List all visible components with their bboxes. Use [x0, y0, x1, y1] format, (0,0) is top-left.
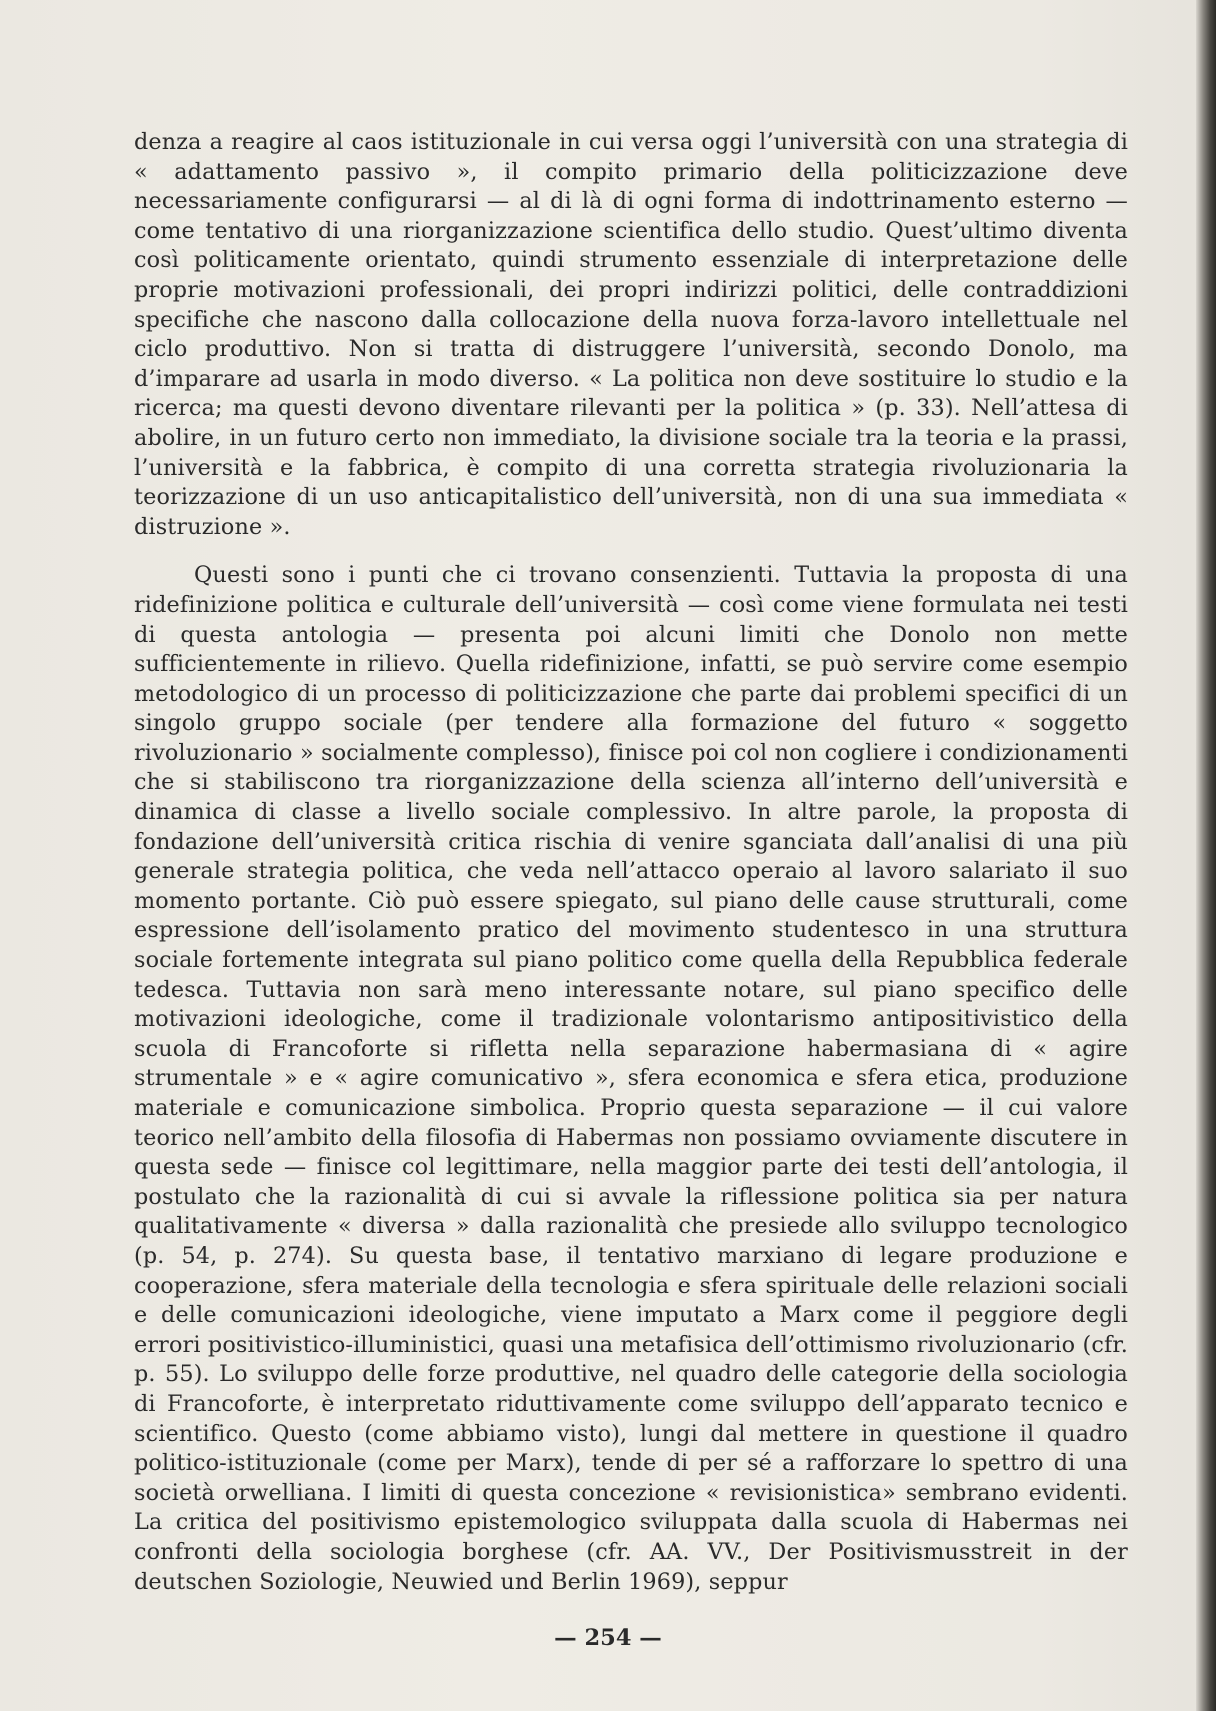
body-text	[134, 128, 1128, 1597]
paragraph-2: Questi sono i punti che ci trovano consenzienti. Tuttavia la proposta di una ridefinizione politica e culturale dell’università — così come viene formulata nei testi di questa antologia — presenta poi alcuni limiti che Donolo non mette sufficientemente in rilievo. Quella ridefinizione, infatti, se può servire come esempio metodologico di un processo di politicizzazione che parte dai problemi specifici di un singolo gruppo sociale (per tendere alla formazione del futuro « soggetto rivoluzionario » socialmente complesso), finisce poi col non cogliere i condizionamenti che si stabiliscono tra riorganizzazione della scienza all’interno dell’università e dinamica di classe a livello sociale complessivo. In altre parole, la proposta di fondazione dell’università critica rischia di venire sganciata dall’analisi di una più generale strategia politica, che veda nell’attacco operaio al lavoro salariato il suo momento portante. Ciò può essere spiegato, sul piano delle cause strutturali, come espressione dell’isolamento pratico del movimento studentesco in una struttura sociale fortemente integrata sul piano politico come quella della Repubblica federale tedesca. Tuttavia non sarà meno interessante notare, sul piano specifico delle motivazioni ideologiche, come il tradizionale volontarismo antipositivistico della scuola di Francoforte si rifletta nella separazione habermasiana di « agire strumentale » e « agire comunicativo », sfera economica e sfera etica, produzione materiale e comunicazione simbolica. Proprio questa separazione — il cui valore teorico nell’ambito della filosofia di Habermas non possiamo ovviamente discutere in questa sede — finisce col legittimare, nella maggior parte dei testi dell’antologia, il postulato che la razionalità di cui si avvale la riflessione politica sia per natura qualitativamente « diversa » dalla razionalità che presiede allo sviluppo tecnologico (p. 54, p. 274). Su questa base, il tentativo marxiano di legare produzione e cooperazione, sfera materiale della tecnologia e sfera spirituale delle relazioni sociali e delle comunicazioni ideologiche, viene imputato a Marx come il peggiore degli errori positivistico-illuministici, quasi una metafisica dell’ottimismo rivoluzionario (cfr. p. 55). Lo sviluppo delle forze produttive, nel quadro delle categorie della sociologia di Francoforte, è interpretato riduttivamente come sviluppo dell’apparato tecnico e scientifico. Questo (come abbiamo visto), lungi dal mettere in questione il quadro politico-istituzionale (come per Marx), tende di per sé a rafforzare lo spettro di una società orwelliana. I limiti di questa concezione « revisionistica» sembrano evidenti. La critica del positivismo epistemologico sviluppata dalla scuola di Habermas nei confronti della sociologia borghese (cfr. AA. VV., Der Positivismusstreit in der deutschen Soziologie, Neuwied und Berlin 1969), seppur	[134, 562, 1128, 1595]
page-edge-shadow	[1196, 0, 1216, 1711]
page-number: — 254 —	[554, 1625, 662, 1651]
paragraph-1: denza a reagire al caos istituzionale in cui versa oggi l’università con una strategia di « adattamento passivo », il compito primario della politicizzazione deve necessariamente configurarsi — al di là di ogni forma di indottrinamento esterno — come tentativo di una riorganizzazione scientifica dello studio. Quest’ultimo diventa così politicamente orientato, quindi strumento essenziale di interpretazione delle proprie motivazioni professionali, dei propri indirizzi politici, delle contraddizioni specifiche che nascono dalla collocazione della nuova forza-lavoro intellettuale nel ciclo produttivo. Non si tratta di distruggere l’università, secondo Donolo, ma d’imparare ad usarla in modo diverso. « La politica non deve sostituire lo studio e la ricerca; ma questi devono diventare rilevanti per la politica » (p. 33). Nell’attesa di abolire, in un futuro certo non immediato, la divisione sociale tra la teoria e la prassi, l’università e la fabbrica, è compito di una corretta strategia rivoluzionaria la teorizzazione di un uso anticapitalistico dell’università, non di una sua immediata « distruzione ».	[134, 129, 1128, 540]
